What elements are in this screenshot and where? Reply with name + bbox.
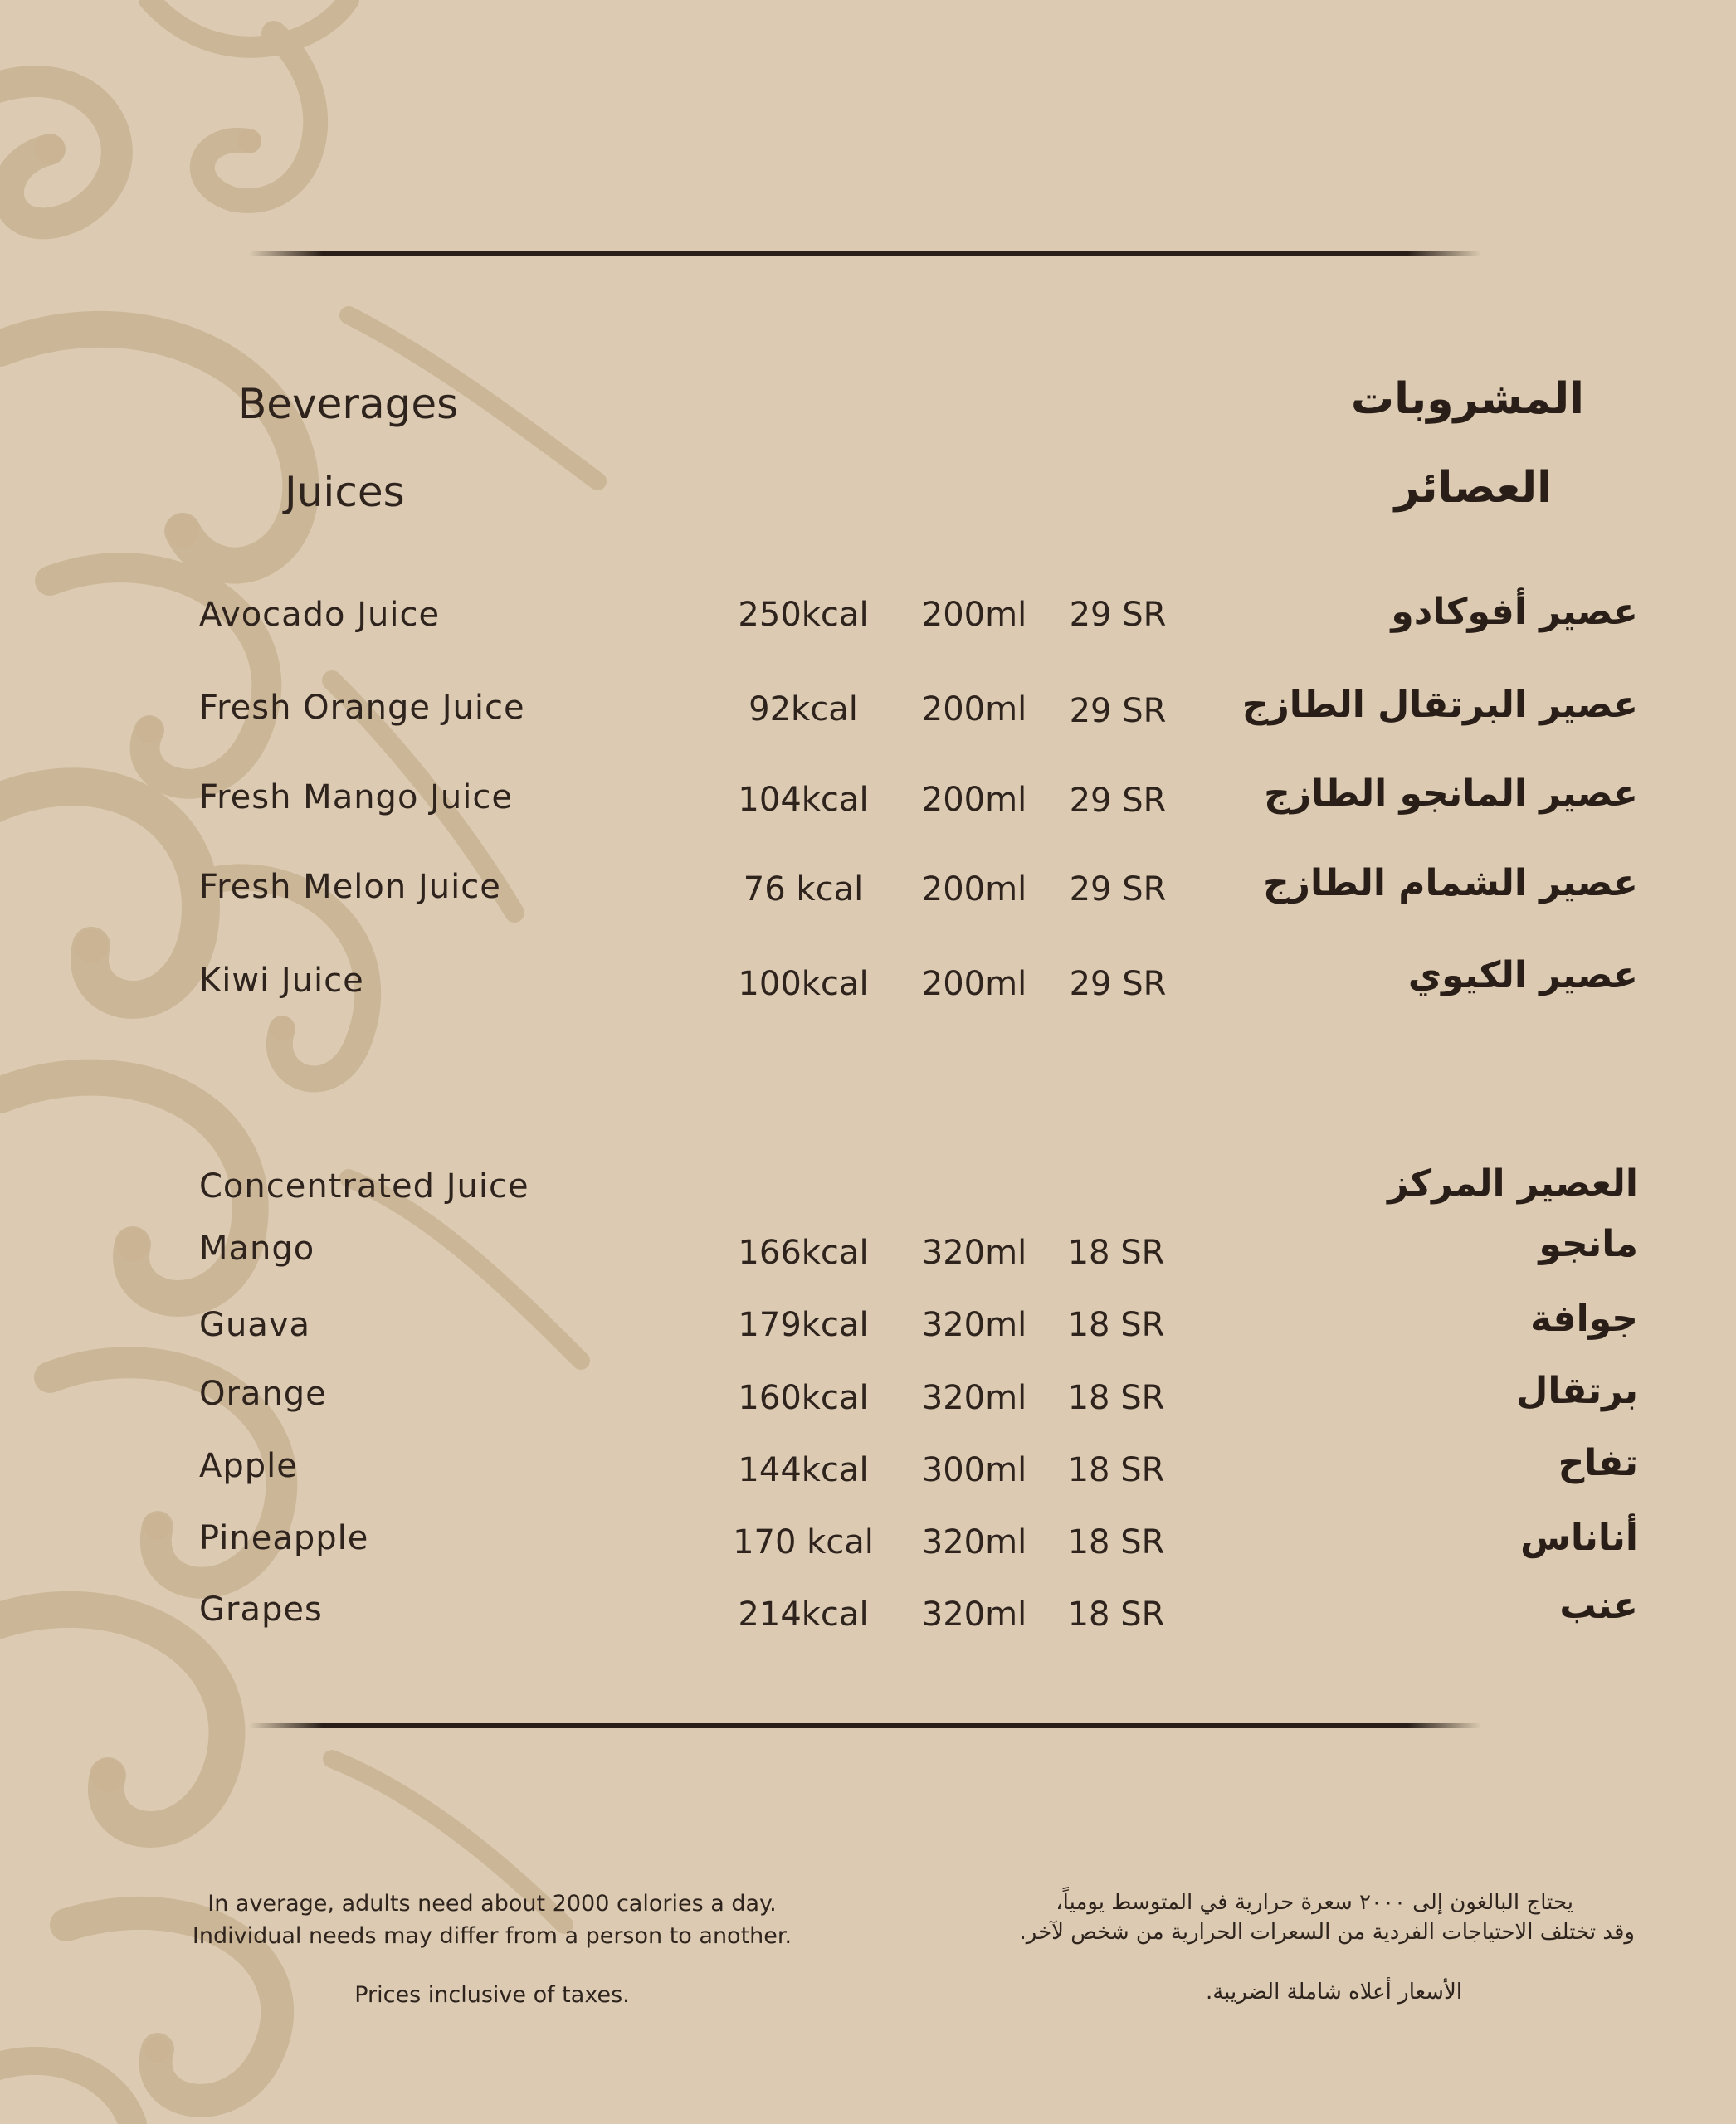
item-calories: 160kcal bbox=[738, 1379, 869, 1417]
item-calories: 92kcal bbox=[749, 690, 858, 728]
item-volume: 200ml bbox=[921, 596, 1027, 634]
item-name-ar: برتقال bbox=[1516, 1370, 1638, 1412]
concentrated-title-ar: العصير المركز bbox=[1387, 1162, 1638, 1205]
item-price: 29 SR bbox=[1069, 692, 1167, 730]
item-calories: 104kcal bbox=[738, 781, 869, 819]
item-name-en: Mango bbox=[199, 1230, 315, 1268]
tax-note-en: Prices inclusive of taxes. bbox=[354, 1982, 630, 2008]
item-price: 18 SR bbox=[1067, 1523, 1165, 1561]
item-volume: 200ml bbox=[921, 870, 1027, 909]
concentrated-title-en: Concentrated Juice bbox=[199, 1167, 529, 1206]
item-name-en: Kiwi Juice bbox=[199, 962, 364, 1000]
swirl-ornament-decoration bbox=[0, 0, 631, 2124]
item-calories: 100kcal bbox=[738, 965, 869, 1003]
item-price: 18 SR bbox=[1067, 1234, 1165, 1272]
beverages-title-en: Beverages bbox=[238, 380, 459, 428]
calories-note-en-line1: In average, adults need about 2000 calories a day. bbox=[207, 1891, 777, 1917]
item-name-en: Avocado Juice bbox=[199, 596, 441, 634]
top-divider bbox=[249, 251, 1481, 256]
item-name-ar: عصير الشمام الطازج bbox=[1262, 862, 1638, 904]
item-name-en: Fresh Mango Juice bbox=[199, 778, 513, 816]
item-volume: 320ml bbox=[921, 1306, 1027, 1344]
item-name-en: Pineapple bbox=[199, 1519, 369, 1557]
item-price: 29 SR bbox=[1069, 965, 1167, 1003]
item-volume: 200ml bbox=[921, 781, 1027, 819]
item-volume: 320ml bbox=[921, 1234, 1027, 1272]
item-calories: 179kcal bbox=[738, 1306, 869, 1344]
item-volume: 200ml bbox=[921, 965, 1027, 1003]
beverages-title-ar: المشروبات bbox=[1350, 374, 1584, 424]
item-calories: 144kcal bbox=[738, 1451, 869, 1489]
item-price: 29 SR bbox=[1069, 870, 1167, 909]
item-volume: 320ml bbox=[921, 1523, 1027, 1561]
juices-title-ar: العصائر bbox=[1394, 463, 1552, 513]
item-name-ar: تفاح bbox=[1558, 1442, 1638, 1484]
item-name-en: Fresh Orange Juice bbox=[199, 689, 525, 727]
item-name-ar: عنب bbox=[1559, 1585, 1638, 1627]
item-price: 18 SR bbox=[1067, 1306, 1165, 1344]
bottom-divider bbox=[249, 1723, 1481, 1728]
item-name-ar: أناناس bbox=[1520, 1517, 1638, 1559]
calories-note-ar-line2: وقد تختلف الاحتياجات الفردية من السعرات الحرارية من شخص لآخر. bbox=[1019, 1920, 1635, 1945]
item-name-en: Guava bbox=[199, 1306, 311, 1344]
calories-note-en-line2: Individual needs may differ from a person to another. bbox=[192, 1923, 792, 1949]
item-calories: 166kcal bbox=[738, 1234, 869, 1272]
item-name-en: Fresh Melon Juice bbox=[199, 868, 501, 906]
item-calories: 250kcal bbox=[738, 596, 869, 634]
calories-note-ar-line1: يحتاج البالغون إلى ٢٠٠٠ سعرة حرارية في المتوسط يومياً، bbox=[1056, 1890, 1573, 1915]
item-calories: 76 kcal bbox=[743, 870, 864, 909]
item-volume: 300ml bbox=[921, 1451, 1027, 1489]
item-name-en: Grapes bbox=[199, 1591, 323, 1629]
item-name-ar: عصير المانجو الطازج bbox=[1264, 772, 1638, 815]
item-name-ar: مانجو bbox=[1539, 1223, 1638, 1265]
item-name-ar: عصير أفوكادو bbox=[1391, 591, 1638, 633]
item-name-en: Orange bbox=[199, 1375, 327, 1413]
item-volume: 200ml bbox=[921, 690, 1027, 728]
item-price: 29 SR bbox=[1069, 596, 1167, 634]
item-price: 29 SR bbox=[1069, 782, 1167, 820]
item-name-ar: جوافة bbox=[1530, 1298, 1638, 1340]
item-name-ar: عصير الكيوي bbox=[1407, 954, 1638, 996]
item-price: 18 SR bbox=[1067, 1451, 1165, 1489]
item-volume: 320ml bbox=[921, 1595, 1027, 1634]
item-calories: 214kcal bbox=[738, 1595, 869, 1634]
item-name-en: Apple bbox=[199, 1447, 298, 1485]
item-volume: 320ml bbox=[921, 1379, 1027, 1417]
item-price: 18 SR bbox=[1067, 1595, 1165, 1634]
juices-title-en: Juices bbox=[285, 468, 405, 516]
item-price: 18 SR bbox=[1067, 1379, 1165, 1417]
tax-note-ar: الأسعار أعلاه شاملة الضريبة. bbox=[1205, 1980, 1462, 2005]
item-calories: 170 kcal bbox=[733, 1523, 874, 1561]
item-name-ar: عصير البرتقال الطازج bbox=[1241, 684, 1638, 726]
